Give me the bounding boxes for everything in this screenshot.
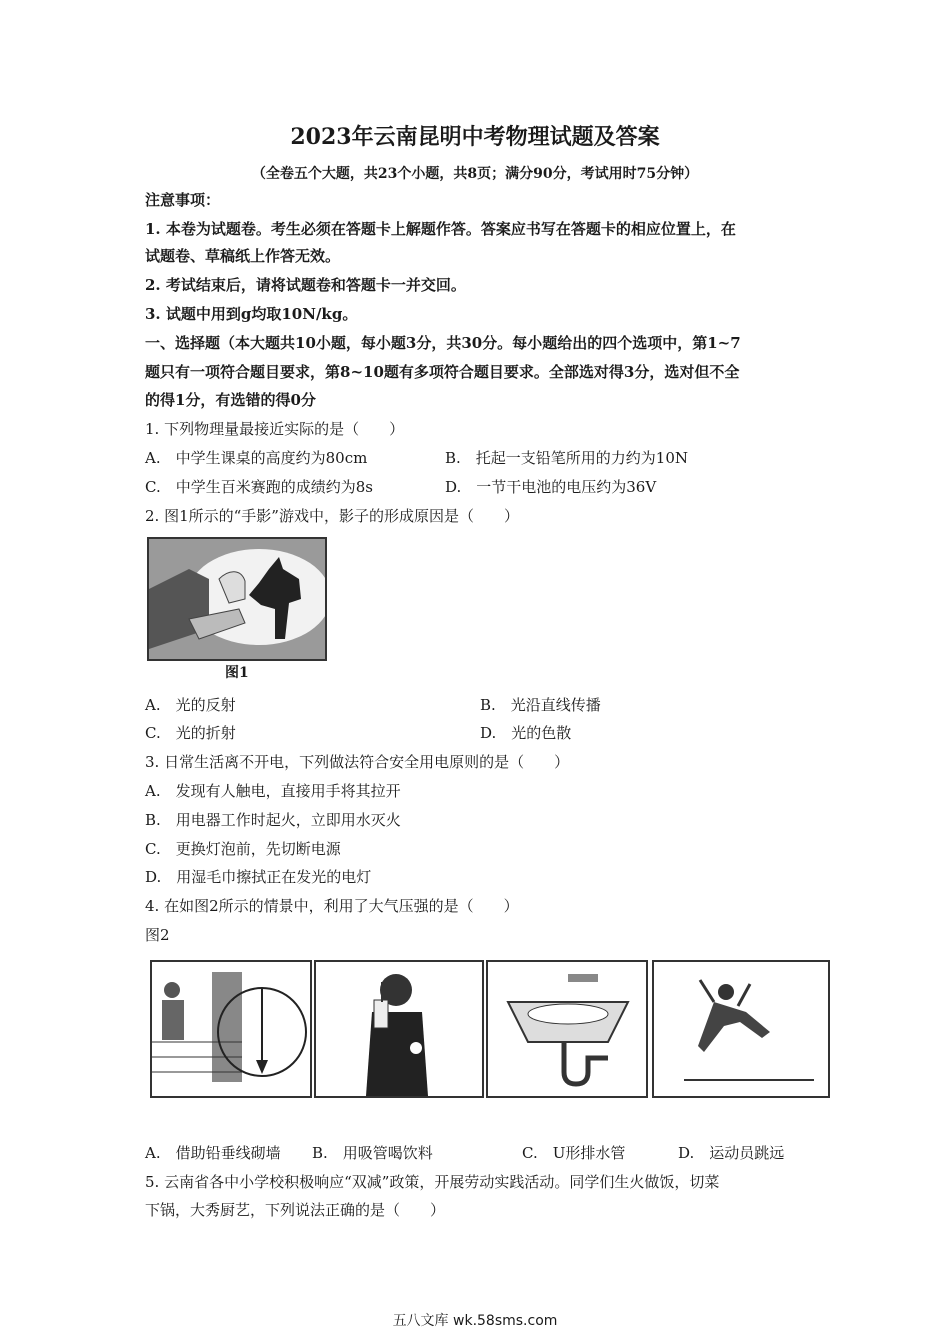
straw-drinking-illustration [316,962,482,1096]
section-heading: 的得1分，有选错的得0分 [145,391,316,409]
hand-shadow-illustration [149,539,325,659]
question-2-option-c: C. 光的折射 [145,724,236,742]
question-5-stem: 下锅，大秀厨艺，下列说法正确的是（ ） [145,1201,446,1219]
question-2-option-a: A. 光的反射 [145,696,236,714]
question-4-option-a: A. 借助铅垂线砌墙 [145,1144,281,1162]
question-2-option-d: D. 光的色散 [480,724,572,742]
section-heading: 一、选择题（本大题共10小题，每小题3分，共30分。每小题给出的四个选项中，第1~7 [145,334,741,352]
footer-watermark: 五八文库 wk.58sms.com [392,1313,558,1329]
figure-2-panel-straw [314,960,484,1098]
figure-1-hand-shadow [147,537,327,661]
figure-2-panel-plumb-line [150,960,312,1098]
question-1-option-d: D. 一节干电池的电压约为36V [445,478,657,496]
section-heading: 题只有一项符合题目要求，第8~10题有多项符合题目要求。全部选对得3分，选对但不全 [145,363,740,381]
question-5-stem: 5. 云南省各中小学校积极响应“双减”政策，开展劳动实践活动。同学们生火做饭，切菜 [145,1173,720,1191]
question-3-option-b: B. 用电器工作时起火，立即用水灭火 [145,811,401,829]
notice-item: 1. 本卷为试题卷。考生必须在答题卡上解题作答。答案应书写在答题卡的相应位置上，在 [145,220,736,238]
figure-2-panel-u-drain [486,960,648,1098]
question-1-option-c: C. 中学生百米赛跑的成绩约为8s [145,478,373,496]
question-1-option-a: A. 中学生课桌的高度约为80cm [145,449,368,467]
page-subtitle: （全卷五个大题，共23个小题，共8页；满分90分，考试用时75分钟） [251,166,699,182]
question-3-option-d: D. 用湿毛巾擦拭正在发光的电灯 [145,868,372,886]
page-title: 2023年云南昆明中考物理试题及答案 [290,124,660,150]
question-2-option-b: B. 光沿直线传播 [480,696,601,714]
figure-2-panel-long-jump [652,960,830,1098]
figure-2-caption: 图2 [145,926,170,944]
question-4-option-d: D. 运动员跳远 [678,1144,785,1162]
question-1-stem: 1. 下列物理量最接近实际的是（ ） [145,420,405,438]
question-2-stem: 2. 图1所示的“手影”游戏中，影子的形成原因是（ ） [145,507,519,525]
notice-heading: 注意事项： [145,191,221,209]
notice-item: 3. 试题中用到g均取10N/kg。 [145,305,358,323]
question-3-option-a: A. 发现有人触电，直接用手将其拉开 [145,782,401,800]
question-4-option-c: C. U形排水管 [522,1144,626,1162]
question-4-option-b: B. 用吸管喝饮料 [312,1144,433,1162]
question-3-option-c: C. 更换灯泡前，先切断电源 [145,840,341,858]
long-jump-illustration [654,962,828,1096]
u-drain-illustration [488,962,646,1096]
notice-item: 试题卷、草稿纸上作答无效。 [145,247,341,265]
question-4-stem: 4. 在如图2所示的情景中，利用了大气压强的是（ ） [145,897,519,915]
question-3-stem: 3. 日常生活离不开电，下列做法符合安全用电原则的是（ ） [145,753,570,771]
notice-item: 2. 考试结束后，请将试题卷和答题卡一并交回。 [145,276,466,294]
question-1-option-b: B. 托起一支铅笔所用的力约为10N [445,449,689,467]
plumb-line-illustration [152,962,310,1096]
figure-1-caption: 图1 [225,665,249,681]
